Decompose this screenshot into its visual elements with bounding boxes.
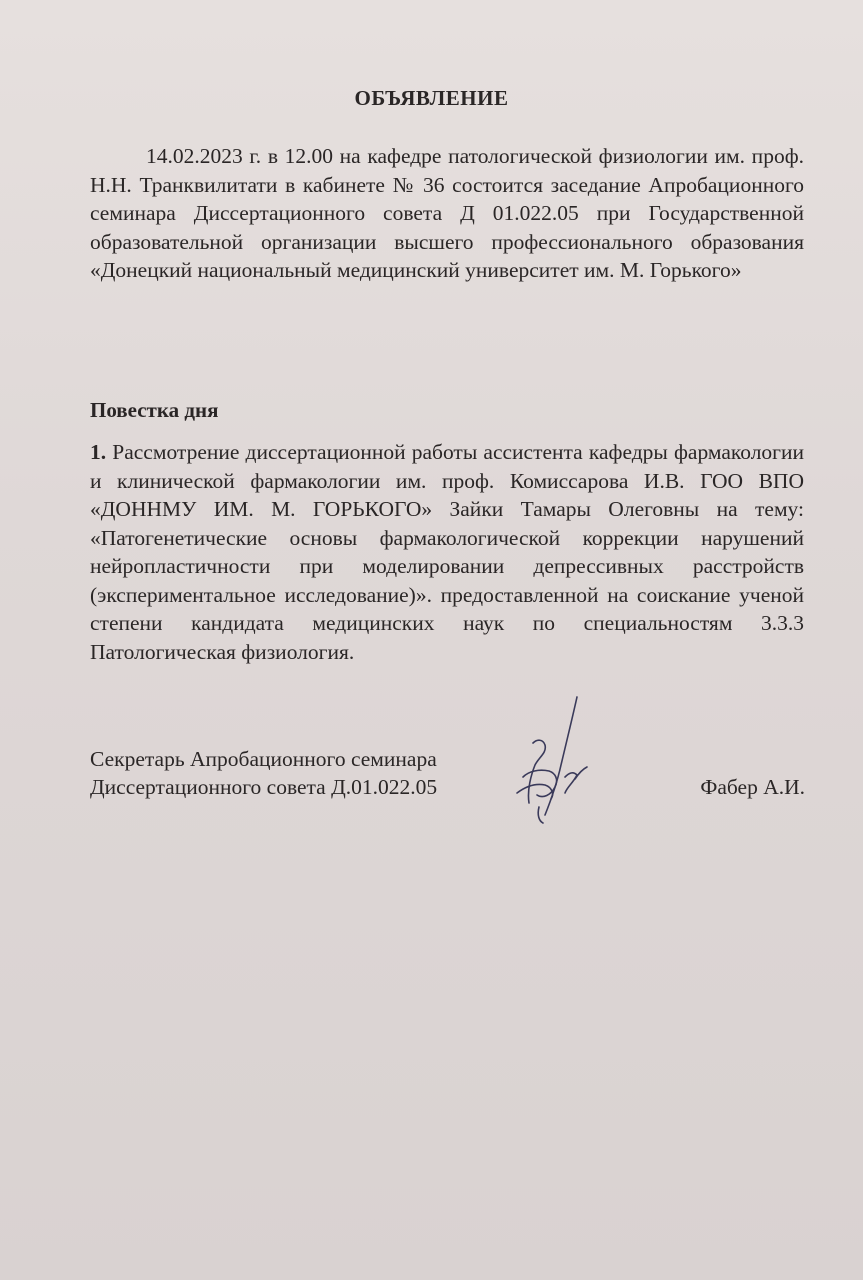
agenda-item <box>90 438 804 666</box>
agenda-heading: Повестка дня <box>90 398 219 422</box>
signatory-position-line1: Секретарь Апробационного семинара <box>90 747 437 771</box>
signatory-position <box>90 745 437 801</box>
announcement-paragraph: 14.02.2023 г. в 12.00 на кафедре патологической физиологии им. проф. Н.Н. Транквилитати в кабинете № 36 состоится заседание Апробационного семинара Диссертационного совета Д 01.022.05 при Государственной образовательной организации высшего профессионального образования «Донецкий национальный медицинский университет им. М. Горького» <box>90 144 804 282</box>
signatory-name: Фабер А.И. <box>700 775 805 799</box>
signatory-position-line2: Диссертационного совета Д.01.022.05 <box>90 775 438 799</box>
agenda-item-number: 1. <box>90 440 107 464</box>
handwritten-signature <box>515 695 595 825</box>
document-title: ОБЪЯВЛЕНИЕ <box>354 86 509 110</box>
agenda-item-text: Рассмотрение диссертационной работы ассистента кафедры фармакологии и клинической фармакологии им. проф. Комиссарова И.В. ГОО ВПО «ДОННМУ ИМ. М. ГОРЬКОГО» Зайки Тамары Олеговны на тему: «Патогенетические основы фармакологической коррекции нарушений нейропластичности при моделировании депрессивных расстройств (экспериментальное исследование)». предоставленной на соискание ученой степени кандидата медицинских наук по специальностям 3.3.3 Патологическая физиология. <box>90 440 805 664</box>
